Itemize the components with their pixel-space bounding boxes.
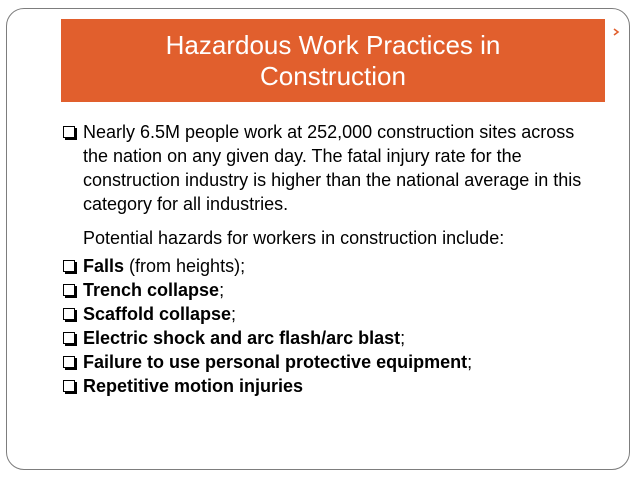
hazard-item: [63, 302, 603, 326]
slide-title: [61, 30, 605, 92]
hazard-name: Repetitive motion injuries: [83, 376, 304, 396]
hazard-name: Falls: [83, 256, 125, 276]
checkbox-bullet-icon: [63, 260, 75, 272]
hazard-detail: ;: [467, 352, 473, 372]
hazards-subheading: Potential hazards for workers in construction include:: [83, 228, 505, 248]
checkbox-bullet-icon: [63, 380, 75, 392]
hazard-name: Scaffold collapse: [83, 304, 232, 324]
intro-text: Nearly 6.5M people work at 252,000 construction sites across the nation on any given day. The fatal injury rate for the construction industry is higher than the national average in this category for all industries.: [83, 122, 582, 214]
checkbox-bullet-icon: [63, 284, 75, 296]
checkbox-bullet-icon: [63, 356, 75, 368]
chevron-right-icon[interactable]: [612, 28, 620, 36]
hazard-item: [63, 254, 603, 278]
hazard-item: [63, 326, 603, 350]
hazard-item: [63, 278, 603, 302]
checkbox-bullet-icon: [63, 126, 75, 138]
intro-paragraph: [63, 120, 603, 216]
checkbox-bullet-icon: [63, 332, 75, 344]
hazard-detail: ;: [400, 328, 406, 348]
hazard-name: Trench collapse: [83, 280, 220, 300]
title-line-2: Construction: [260, 60, 406, 91]
hazard-item: [63, 374, 603, 398]
hazard-name: Electric shock and arc flash/arc blast: [83, 328, 401, 348]
hazard-detail: (from heights);: [124, 256, 246, 276]
hazard-detail: ;: [231, 304, 237, 324]
hazard-detail: ;: [219, 280, 225, 300]
title-line-1: Hazardous Work Practices in: [165, 29, 501, 60]
slide-body: [63, 120, 603, 398]
title-bar: [61, 19, 605, 102]
hazard-item: [63, 350, 603, 374]
hazard-list: [63, 254, 603, 398]
hazard-name: Failure to use personal protective equipment: [83, 352, 468, 372]
checkbox-bullet-icon: [63, 308, 75, 320]
